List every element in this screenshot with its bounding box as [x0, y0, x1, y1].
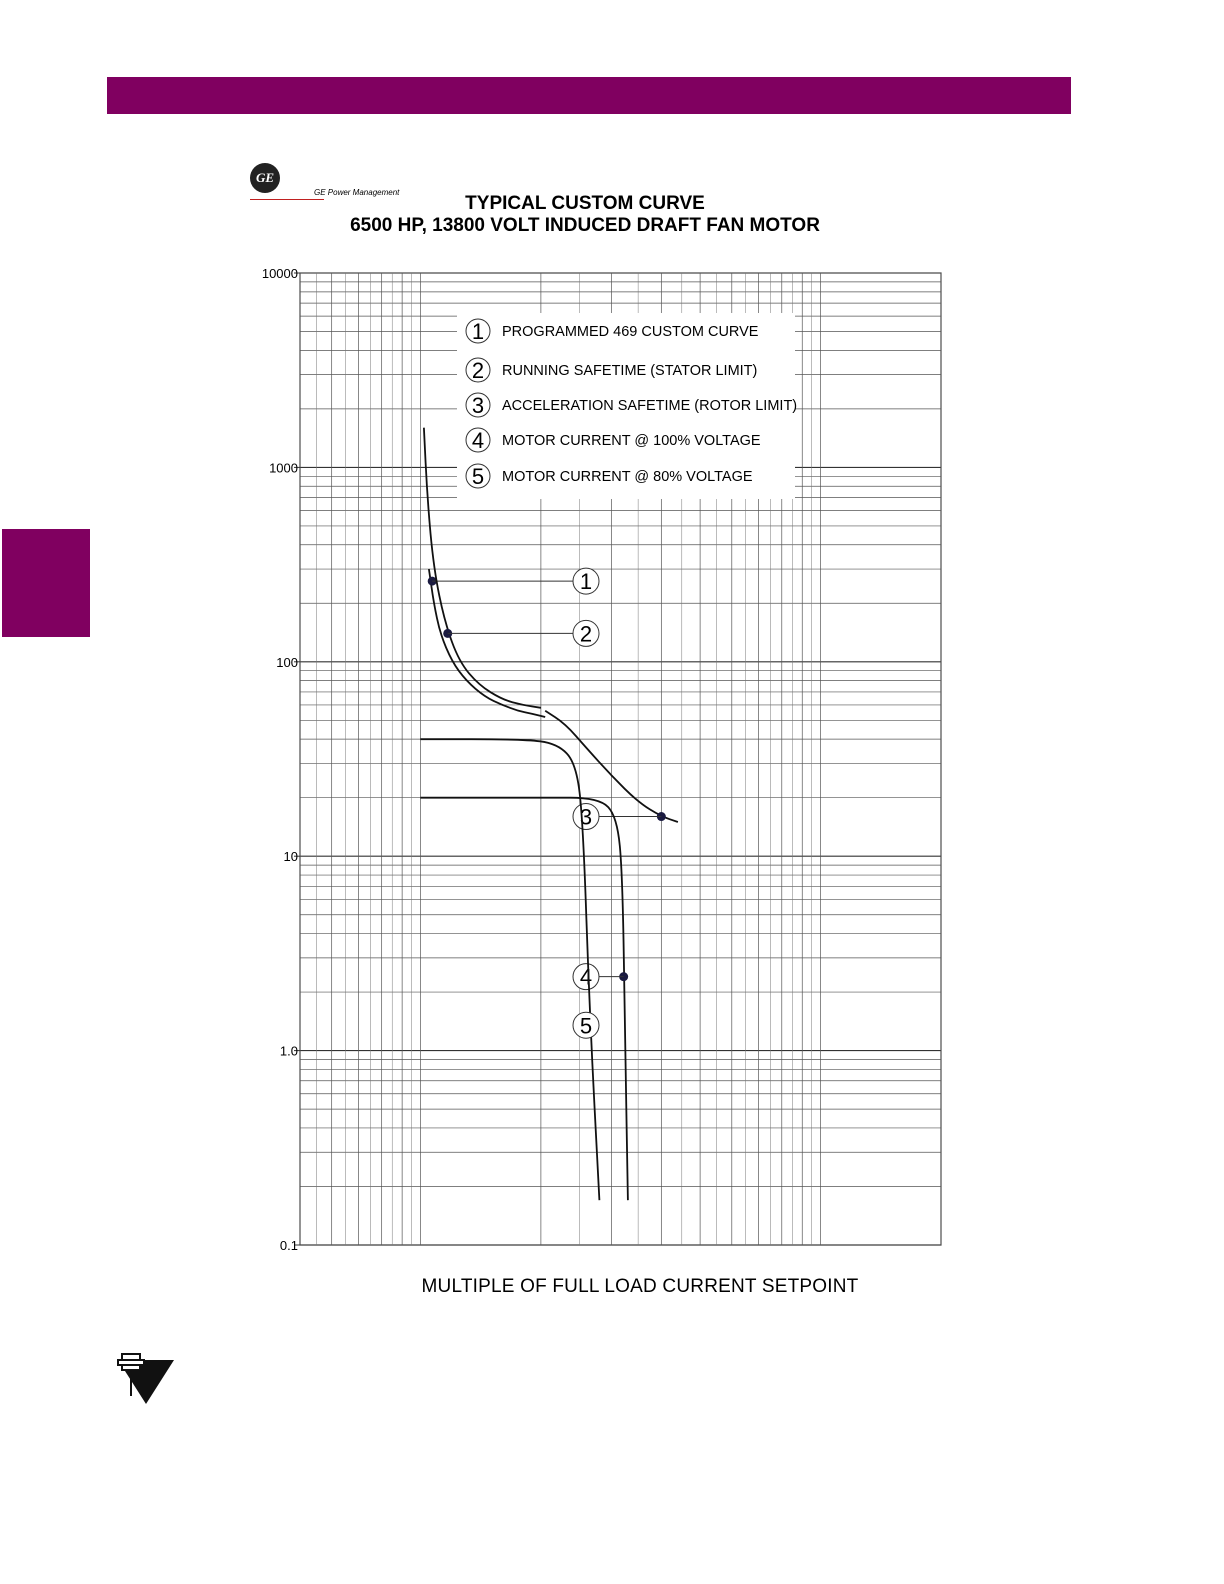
legend-label: RUNNING SAFETIME (STATOR LIMIT) [502, 363, 758, 379]
callout-number-3: 3 [579, 804, 593, 830]
legend-label: MOTOR CURRENT @ 80% VOLTAGE [502, 469, 753, 485]
y-tick-label: 100 [276, 654, 298, 670]
y-tick-label: 1.0 [279, 1043, 298, 1059]
callout-number-5: 5 [579, 1013, 593, 1039]
y-tick-label: 10 [283, 849, 298, 865]
legend-number: 1 [471, 319, 485, 344]
legend-number: 4 [471, 428, 485, 453]
legend-label: ACCELERATION SAFETIME (ROTOR LIMIT) [502, 398, 798, 414]
chart-title: TYPICAL CUSTOM CURVE [465, 193, 705, 214]
callout-number-2: 2 [579, 621, 593, 647]
legend-label: MOTOR CURRENT @ 100% VOLTAGE [502, 433, 761, 449]
legend-number: 2 [471, 358, 485, 383]
y-tick-label: 10000 [261, 266, 298, 281]
series-line-5 [420, 739, 599, 1200]
series-line-1 [429, 569, 545, 717]
ge-logo-icon: GE [250, 163, 280, 193]
legend-number: 5 [471, 464, 485, 489]
legend-number: 3 [471, 393, 485, 418]
note-pin-icon [112, 1352, 176, 1408]
x-axis-label: MULTIPLE OF FULL LOAD CURRENT SETPOINT [421, 1276, 859, 1297]
y-tick-label: 1000 [269, 460, 298, 476]
legend-label: PROGRAMMED 469 CUSTOM CURVE [502, 324, 759, 340]
company-name: GE Power Management [314, 188, 400, 197]
chart-subtitle: 6500 HP, 13800 VOLT INDUCED DRAFT FAN MOTOR [350, 215, 820, 236]
callout-number-4: 4 [579, 964, 593, 990]
y-tick-label: 0.1 [279, 1238, 298, 1253]
callout-number-1: 1 [579, 569, 593, 595]
